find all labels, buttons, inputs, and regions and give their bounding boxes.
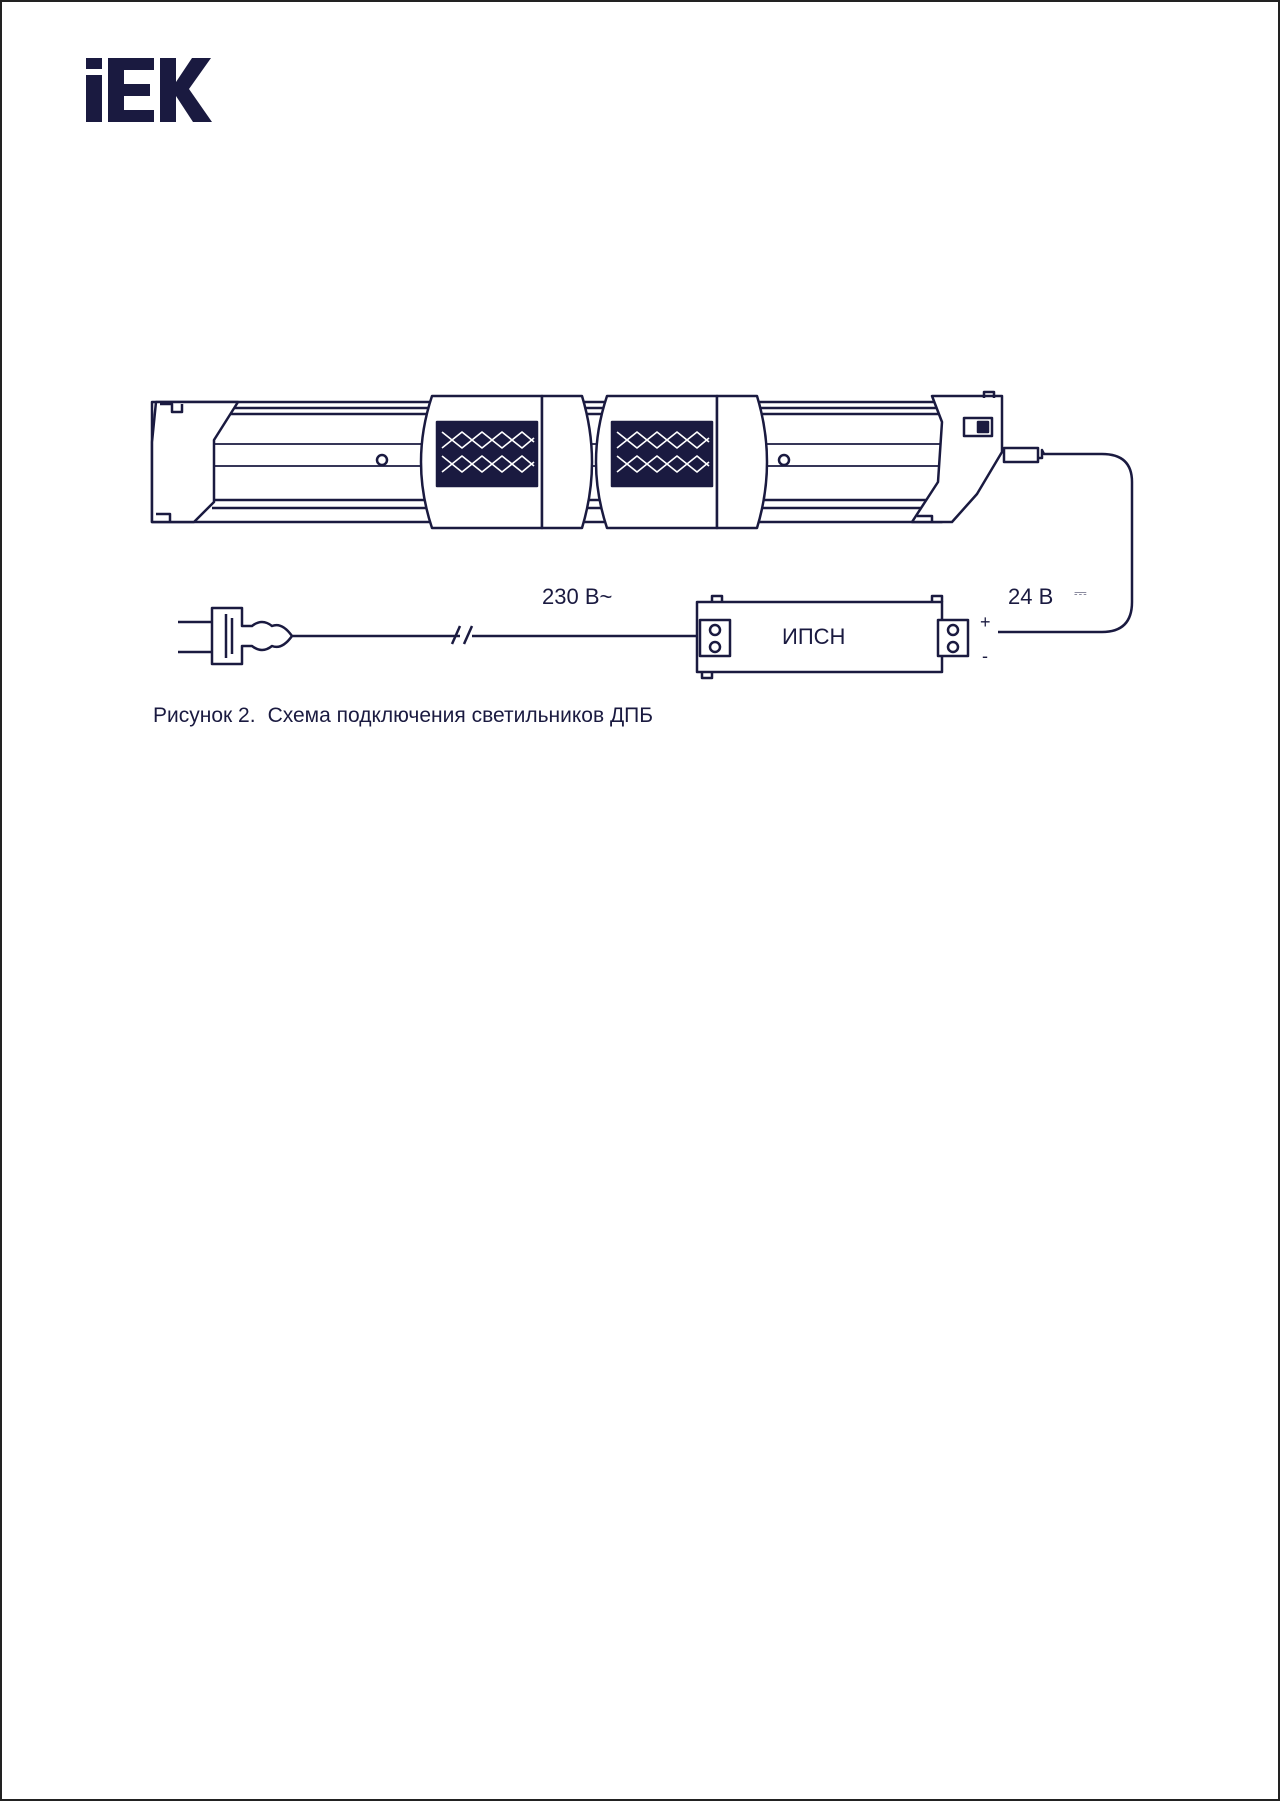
terminal-minus: -	[982, 646, 988, 666]
power-plug	[178, 608, 302, 664]
led-module-1	[421, 396, 592, 528]
wiring-diagram	[142, 382, 1162, 682]
terminal-plus: +	[980, 612, 991, 632]
psu-label: ИПСН	[782, 624, 846, 649]
iek-logo	[86, 58, 212, 122]
dc-voltage-label: 24 В	[1008, 584, 1054, 609]
luminaire	[152, 392, 1002, 528]
led-module-2	[596, 396, 767, 528]
figure-caption	[153, 704, 653, 728]
dc-symbol: ⎓	[1074, 585, 1087, 602]
figure-title: Схема подключения светильников ДПБ	[267, 704, 654, 727]
ac-voltage-label: 230 В~	[542, 584, 613, 609]
figure-number: Рисунок 2.	[153, 704, 256, 727]
